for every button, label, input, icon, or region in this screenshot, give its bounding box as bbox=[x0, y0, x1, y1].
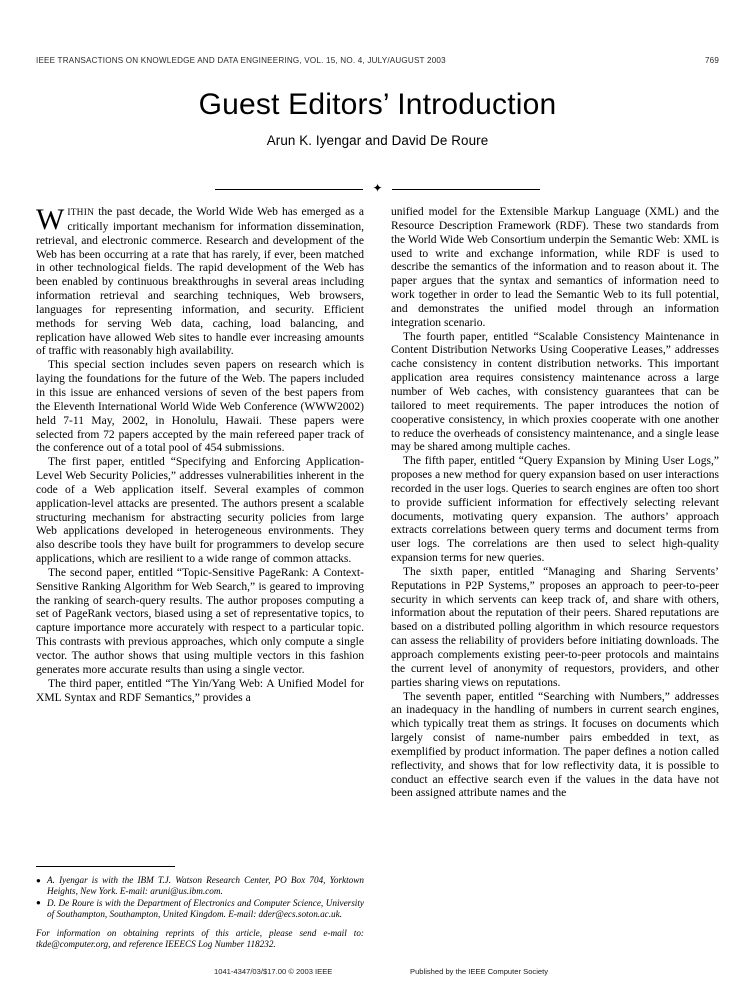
divider-rule-left bbox=[215, 189, 363, 190]
ornamental-divider bbox=[0, 183, 755, 195]
diamond-ornament-icon: ✦ bbox=[372, 181, 383, 195]
paragraph: unified model for the Extensible Markup Language (XML) and the Resource Description Framework (RDF). These two standards from the World Wide Web Consortium underpin the Semantic Web: XML is used to write and exchange information, while RDF is used to describe the semantics of the information and to reason about it. The paper argues that the syntax and semantics of information need to work together in order to lead the Semantic Web to its full potential, and demonstrates the unified model through an information integration scenario. bbox=[391, 206, 719, 329]
colophon bbox=[36, 967, 719, 979]
author-affiliation-list bbox=[36, 875, 364, 920]
affiliation-text: A. Iyengar is with the IBM T.J. Watson Research Center, PO Box 704, Yorktown Heights, New York. E-mail: aruni@us.ibm.com. bbox=[47, 875, 364, 897]
paragraph: This special section includes seven papers on research which is laying the foundations for the future of the Web. The papers included in this issue are enhanced versions of seven of the best papers from the Eleventh International World Wide Web Conference (WWW2002) held 7-11 May, 2002, in Honolulu, Hawaii. These papers were selected from 72 papers accepted by the main refereed paper track of the conference out of a total pool of 454 submissions. bbox=[36, 359, 364, 455]
affiliation-text: D. De Roure is with the Department of Electronics and Computer Science, University of Southampton, Southampton, United Kingdom. E-mail: dder@ecs.soton.ac.uk. bbox=[47, 897, 364, 919]
bullet-icon: ● bbox=[36, 898, 41, 908]
bullet-icon: ● bbox=[36, 875, 41, 885]
journal-title-line: IEEE TRANSACTIONS ON KNOWLEDGE AND DATA ENGINEERING, VOL. 15, NO. 4, JULY/AUGUST 2003 bbox=[36, 56, 446, 65]
paragraph: The sixth paper, entitled “Managing and Sharing Servents’ Reputations in P2P Systems,” proposes an approach to peer-to-peer security in which servents can keep track of, and share with others, information about the reputation of their peers. Shared reputations are based on a distributed polling algorithm in which resource requestors can assess the reliability of providers before initiating downloads. The approach complements existing peer-to-peer protocols and maintains the current level of anonymity of requestors, providers, and other parties sharing views on reputations. bbox=[391, 565, 719, 689]
opening-paragraph-text: the past decade, the World Wide Web has emerged as a critically important mechanism for information dissemination, retrieval, and electronic commerce. Research and development of the Web has been occurring at a rate that has rarely, if ever, been matched in other technological fields. The rapid development of the Web has been enabled by continuous breakthroughs in several areas including information retrieval and searching techniques, Web browsers, languages for representing information, and security. Efficient methods for serving Web data, caching, load balancing, and replication have allowed Web sites to handle ever increasing amounts of traffic with reasonably high availability. bbox=[36, 206, 364, 358]
footnote-block bbox=[36, 866, 364, 950]
right-column bbox=[391, 206, 719, 801]
divider-rule-right bbox=[392, 189, 540, 190]
publisher-line: Published by the IEEE Computer Society bbox=[410, 967, 549, 976]
opening-paragraph bbox=[36, 203, 364, 359]
page-title: Guest Editors’ Introduction bbox=[198, 88, 557, 121]
reprint-note: For information on obtaining reprints of this article, please send e-mail to: tkde@computer.org, and reference IEEECS Log Number 118232. bbox=[36, 927, 364, 949]
paragraph: The first paper, entitled “Specifying and Enforcing Application-Level Web Security Policies,” addresses vulnerabilities inherent in the code of a Web application itself. Several examples of common application-level attacks are presented. The authors present a scalable structuring mechanism for abstracting security policies from large Web applications developed in heterogeneous environments. They also describe tools they have built for programmers to develop secure applications, which are resilient to a wide range of common attacks. bbox=[36, 456, 364, 566]
paragraph: The fifth paper, entitled “Query Expansion by Mining User Logs,” proposes a new method for query expansion based on user interactions recorded in the user logs. Queries to search engines are often too short to provide sufficient information for effectively selecting relevant documents, motivating query expansion. The authors’ approach extracts correlations between query terms and document terms from user logs. The correlations are then used to select high-quality expansion terms for new queries. bbox=[391, 455, 719, 565]
paragraph: The second paper, entitled “Topic-Sensitive PageRank: A Context-Sensitive Ranking Algorithm for Web Search,” is geared to improving the ranking of search-query results. The author proposes computing a set of PageRank vectors, biased using a set of representative topics, to capture importance more accurately with respect to a particular topic. This contrasts with previous approaches, which only compute a single vector. The author shows that using multiple vectors in this fashion generates more accurate results than using a single vector. bbox=[36, 566, 364, 676]
paragraph: The third paper, entitled “The Yin/Yang Web: A Unified Model for XML Syntax and RDF Semantics,” provides a bbox=[36, 677, 364, 704]
footnote-rule bbox=[36, 866, 175, 867]
body-columns bbox=[36, 203, 719, 946]
running-head bbox=[36, 56, 719, 70]
page-number: 769 bbox=[704, 56, 719, 65]
opening-smallcaps: ITHIN bbox=[67, 208, 95, 218]
issn-copyright: 1041-4347/03/$17.00 © 2003 IEEE bbox=[214, 967, 333, 976]
paragraph: The fourth paper, entitled “Scalable Consistency Maintenance in Content Distribution Networks Using Cooperative Leases,” addresses cache consistency in content distribution networks. This important application area requires consistency maintenance across a large number of Web caches, with consistency guarantees that can be tailored to meet requirements. The paper introduces the notion of cooperative consistency, in which proxies cooperate with one another to reduce the overheads of consistency maintenance, and a single lease may be shared among multiple caches. bbox=[391, 330, 719, 454]
author-line: Arun K. Iyengar and David De Roure bbox=[266, 133, 489, 148]
left-column bbox=[36, 203, 364, 705]
paragraph: The seventh paper, entitled “Searching with Numbers,” addresses an inadequacy in the handling of numbers in current search engines, which typically treat them as strings. It focuses on documents which largely consist of name-number pairs embedded in text, as exemplified by product information. The paper defines a notion called reflectivity, and shows that for low reflectivity data, it is possible to conduct an effective search even if the values in the data have not been assigned attribute names and the bbox=[391, 690, 719, 800]
list-item bbox=[36, 875, 364, 897]
list-item bbox=[36, 898, 364, 920]
drop-cap: W bbox=[36, 203, 65, 236]
